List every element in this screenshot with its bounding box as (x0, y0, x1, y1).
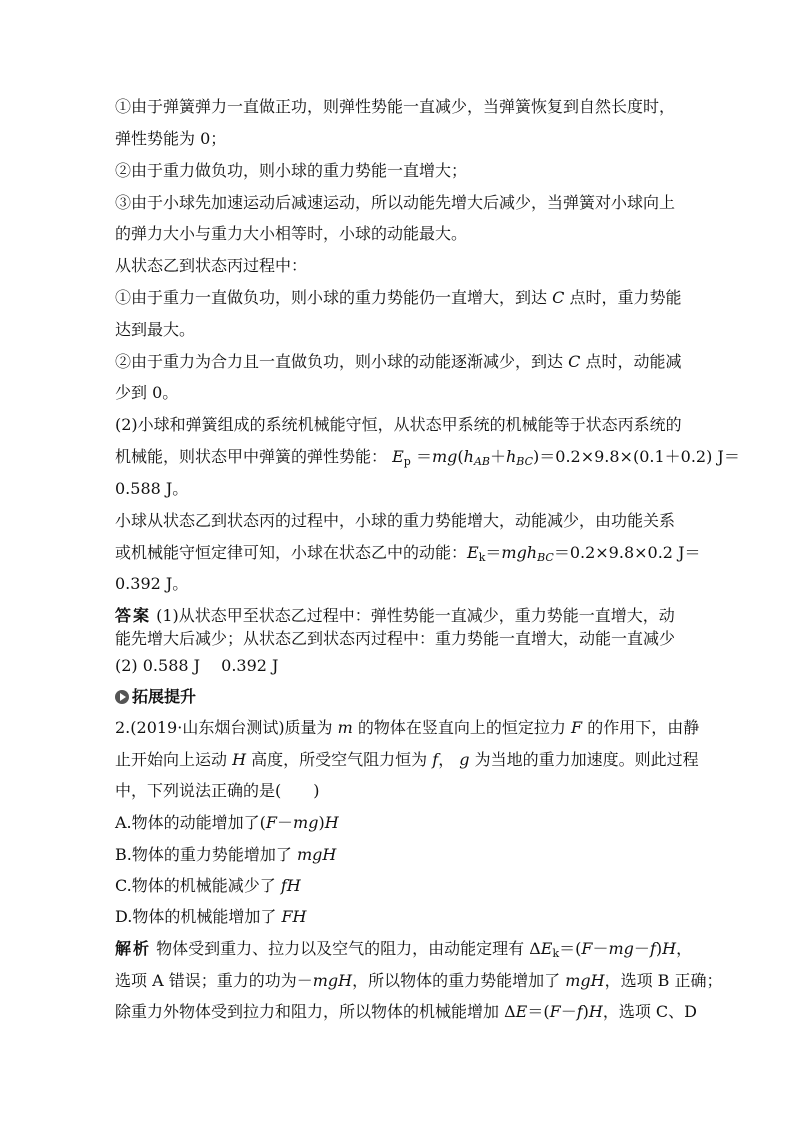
math-symbol: H (232, 750, 247, 769)
text-segment: ①由于重力一直做负功，则小球的重力势能仍一直增大，到达 (115, 288, 548, 307)
text-segment: 2.(2019·山东烟台测试)质量为 (115, 718, 333, 737)
math-symbol: h (505, 447, 517, 466)
text-segment: 点时，重力势能 (569, 288, 682, 307)
question-line: 中，下列说法正确的是( ) (115, 781, 320, 800)
text-segment: ＝ (485, 543, 502, 562)
text-segment: － (592, 939, 609, 958)
math-symbol: f (649, 939, 656, 958)
text-segment: 点时，动能减 (585, 352, 682, 371)
text-segment: ) (582, 1002, 589, 1021)
text-segment: 选项 A 错误；重力的功为－ (115, 971, 313, 990)
text-segment: ) (318, 813, 325, 832)
math-symbol: m (337, 718, 353, 737)
text-segment: 高度，所受空气阻力恒为 (251, 750, 428, 769)
text-segment: 的物体在竖直向上的恒定拉力 (357, 718, 566, 737)
text-segment: (1)从状态甲至状态乙过程中：弹性势能一直减少，重力势能一直增大，动 (156, 606, 675, 625)
section-heading (115, 687, 196, 707)
answer-line (115, 606, 683, 626)
math-symbol: f (576, 1002, 583, 1021)
math-symbol: fH (280, 876, 301, 895)
math-symbol: F (571, 718, 583, 737)
play-triangle-icon (115, 690, 129, 704)
answer-label: 答案 (115, 606, 152, 625)
text-segment: ，选项 B 正确； (604, 971, 723, 990)
text-line: 从状态乙到状态丙过程中： (115, 256, 308, 275)
text-segment: 机械能，则状态甲中弹簧的弹性势能： (115, 447, 388, 466)
math-symbol: mgH (296, 845, 337, 864)
option-a (115, 813, 683, 833)
text-segment: 或机械能守恒定律可知，小球在状态乙中的动能： (115, 543, 468, 562)
solution-line (115, 1002, 698, 1022)
section-title: 拓展提升 (132, 687, 197, 706)
math-subscript: AB (473, 455, 490, 468)
text-segment: B.物体的重力势能增加了 (115, 845, 292, 864)
text-segment: ，选项 C、D (602, 1002, 698, 1021)
text-segment: ( (457, 447, 464, 466)
math-symbol: C (568, 352, 581, 371)
text-segment: A.物体的动能增加了( (115, 813, 266, 832)
text-segment: ②由于重力为合力且一直做负功，则小球的动能逐渐减少，到达 (115, 352, 564, 371)
text-line: 的弹力大小与重力大小相等时，小球的动能最大。 (115, 224, 468, 243)
text-segment: D.物体的机械能增加了 (115, 907, 277, 926)
math-symbol: FH (281, 907, 307, 926)
text-line: 0.588 J。 (115, 479, 189, 498)
text-line (115, 543, 701, 568)
text-segment: ＝ (415, 447, 432, 466)
text-segment: － (560, 1002, 577, 1021)
math-symbol: mgH (312, 971, 353, 990)
text-segment: )＝0.2×9.8×(0.1＋0.2) J＝ (533, 447, 740, 466)
option-c (115, 876, 683, 896)
text-segment: 除重力外物体受到拉力和阻力，所以物体的机械能增加 Δ (115, 1002, 516, 1021)
math-symbol: C (552, 288, 565, 307)
text-line (115, 288, 683, 308)
math-symbol: f (432, 750, 439, 769)
math-symbol: mgH (565, 971, 605, 990)
text-segment: 的作用下，由静 (587, 718, 700, 737)
text-segment: ＝( (527, 1002, 550, 1021)
math-symbol: H (662, 939, 677, 958)
math-symbol: E (392, 447, 404, 466)
math-symbol: mgh (501, 543, 538, 562)
math-symbol: mg (293, 813, 319, 832)
text-segment: 物体受到重力、拉力以及空气的阻力，由动能定理有 Δ (156, 939, 541, 958)
text-segment: ＝0.2×9.8×0.2 J＝ (553, 543, 701, 562)
text-segment: C.物体的机械能减少了 (115, 876, 276, 895)
text-line (115, 352, 683, 372)
text-line: 达到最大。 (115, 320, 196, 339)
text-line: ③由于小球先加速运动后减速运动，所以动能先增大后减少，当弹簧对小球向上 (115, 193, 676, 212)
text-line: ①由于弹簧弹力一直做正功，则弹性势能一直减少，当弹簧恢复到自然长度时， (115, 97, 676, 116)
text-segment: ， (676, 939, 693, 958)
math-symbol: mg (431, 447, 458, 466)
text-line: 小球从状态乙到状态丙的过程中，小球的重力势能增大，动能减少，由功能关系 (115, 511, 676, 530)
text-line: (2)小球和弹簧组成的系统机械能守恒，从状态甲系统的机械能等于状态丙系统的 (115, 415, 682, 434)
text-segment: ， (438, 750, 455, 769)
text-line: 能先增大后减少；从状态乙到状态丙过程中：重力势能一直增大，动能一直减少 (115, 629, 676, 648)
math-subscript: BC (516, 455, 534, 468)
text-segment: ，所以物体的重力势能增加了 (352, 971, 561, 990)
question-line (115, 750, 699, 770)
math-subscript: p (403, 455, 411, 468)
text-segment: ＋ (489, 447, 506, 466)
math-subscript: k (478, 551, 486, 564)
text-line (115, 447, 740, 472)
math-symbol: h (463, 447, 474, 466)
math-symbol: F (581, 939, 593, 958)
text-line: (2) 0.588 J 0.392 J (115, 656, 279, 675)
math-symbol: E (515, 1002, 528, 1021)
text-line: 0.392 J。 (115, 574, 189, 593)
math-symbol: F (549, 1002, 561, 1021)
math-symbol: mg (608, 939, 634, 958)
math-symbol: g (459, 750, 470, 769)
text-line: 弹性势能为 0； (115, 129, 227, 148)
text-segment: ) (655, 939, 663, 958)
text-segment: － (277, 813, 294, 832)
math-symbol: H (588, 1002, 603, 1021)
text-segment: 为当地的重力加速度。则此过程 (474, 750, 699, 769)
text-segment: － (633, 939, 650, 958)
math-symbol: H (324, 813, 339, 832)
text-segment: 止开始向上运动 (115, 750, 228, 769)
math-symbol: E (467, 543, 479, 562)
math-symbol: E (540, 939, 553, 958)
text-line: 少到 0。 (115, 383, 179, 402)
math-subscript: k (552, 947, 560, 960)
text-line: ②由于重力做负功，则小球的重力势能一直增大； (115, 161, 468, 180)
math-subscript: BC (537, 551, 554, 564)
solution-line (115, 939, 693, 964)
solution-label: 解析 (115, 939, 152, 958)
question-line (115, 718, 700, 738)
solution-line (115, 971, 723, 991)
text-segment: ＝( (559, 939, 582, 958)
option-b (115, 845, 683, 865)
option-d (115, 907, 683, 927)
math-symbol: F (265, 813, 277, 832)
